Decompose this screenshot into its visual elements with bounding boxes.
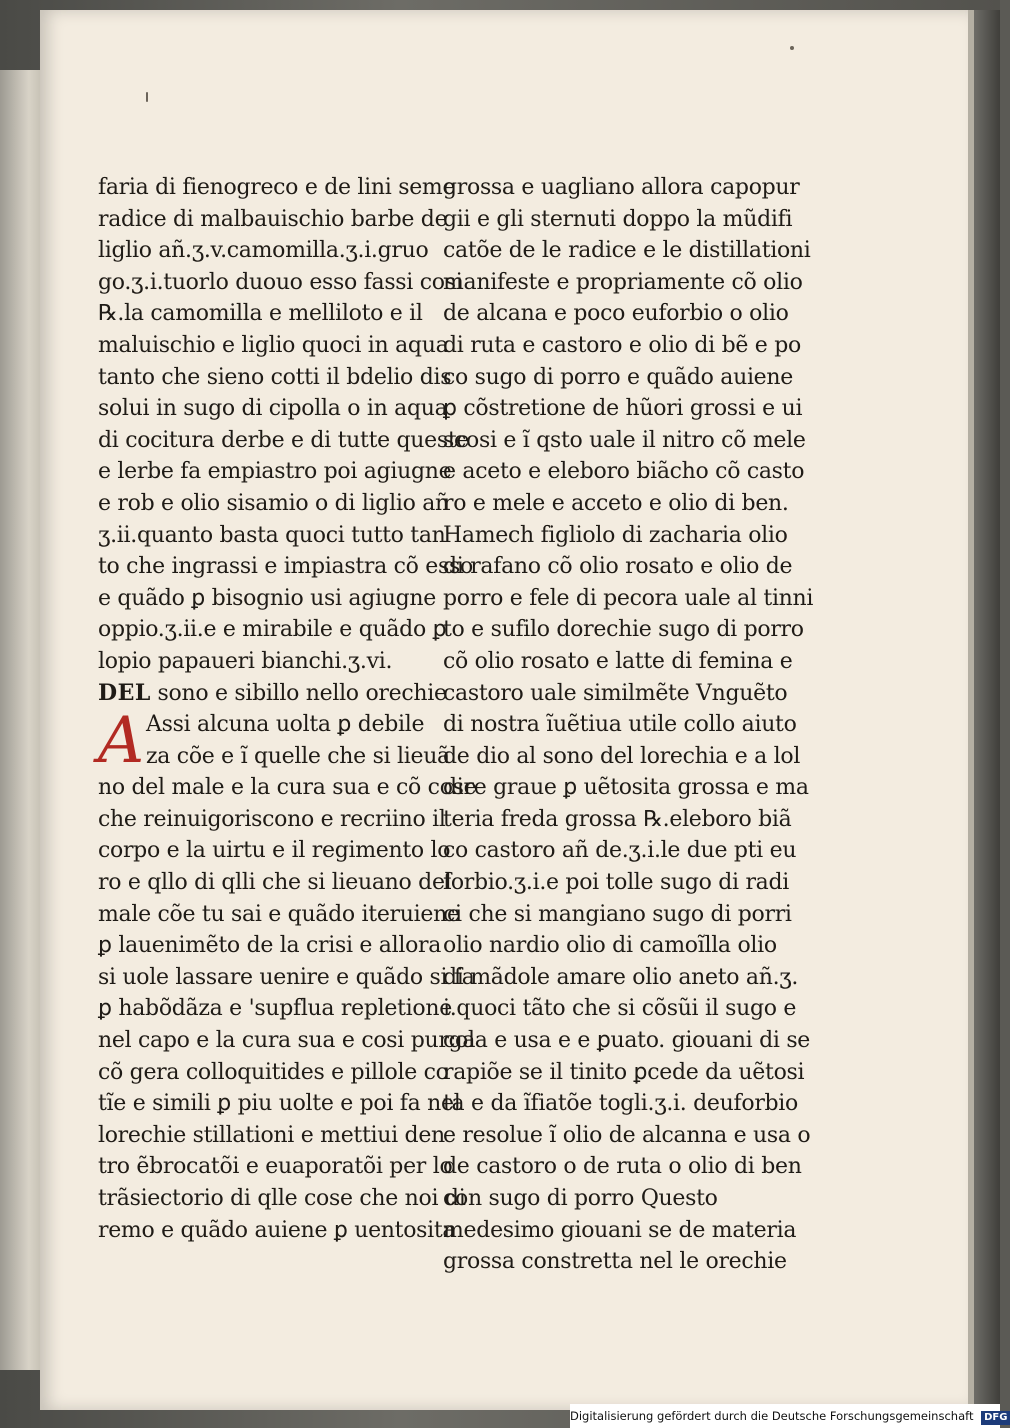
text-line: che reinuigoriscono e recriino il: [98, 806, 446, 832]
text-line: e aceto e eleboro biãcho cõ casto: [443, 459, 805, 485]
section-heading: [98, 678, 447, 710]
left-text-column: [98, 172, 477, 1246]
text-line: di nostra ĩuẽtiua utile collo aiuto: [443, 712, 797, 738]
text-line: di cocitura derbe e di tutte queste: [98, 427, 470, 453]
text-line: cola e usa e e ꝑuato. giouani di se: [443, 1028, 811, 1054]
text-line: tĩe e simili ꝑ piu uolte e poi fa nel: [98, 1091, 461, 1117]
paper-speck: [146, 92, 148, 102]
text-line: forbio.ʒ.i.e poi tolle sugo di radi: [443, 870, 790, 896]
text-line: i.quoci tãto che si cõsũi il sugo e: [443, 996, 797, 1022]
text-line: maluischio e liglio quoci in aqua: [98, 332, 449, 358]
right-column-lines: [443, 172, 814, 1278]
text-line: to che ingrassi e impiastra cõ esso: [98, 554, 473, 580]
heading-caps: DEL: [98, 679, 151, 706]
rubricated-initial: A: [98, 704, 144, 779]
right-text-column: [443, 172, 814, 1278]
text-line: co castoro añ de.ʒ.i.le due pti eu: [443, 838, 797, 864]
text-line: ro e qllo di qlli che si lieuano del: [98, 870, 452, 896]
text-line: de dio al sono del lorechia e a lol: [443, 743, 801, 769]
paper-speck: [790, 46, 794, 50]
text-line: gii e gli sternuti doppo la mũdifi: [443, 206, 793, 232]
text-line: di rafano cõ olio rosato e olio de: [443, 554, 793, 580]
left-column-lines-after: [98, 772, 477, 1246]
text-line: ℞.la camomilla e melliloto e il: [98, 301, 423, 327]
text-line: manifeste e propriamente cõ olio: [443, 269, 803, 295]
text-line: ta e da ĩfiatõe togli.ʒ.i. deuforbio: [443, 1091, 798, 1117]
text-line: grossa e uagliano allora capopur: [443, 175, 800, 200]
text-line: porro e fele di pecora uale al tinni: [443, 585, 814, 611]
text-line: e rob e olio sisamio o di liglio añ: [98, 490, 449, 516]
text-line: rapiõe se il tinito ꝑcede da uẽtosi: [443, 1059, 805, 1085]
text-line: oppio.ʒ.ii.e e mirabile e quãdo ꝑ: [98, 617, 447, 643]
text-line: liglio añ.ʒ.v.camomilla.ʒ.i.gruo: [98, 238, 429, 264]
text-line: ʒ.ii.quanto basta quoci tutto tan: [98, 522, 446, 548]
binding-shadow: [974, 10, 1000, 1410]
text-line: ro e mele e acceto e olio di ben.: [443, 490, 789, 516]
text-line: e lerbe fa empiastro poi agiugne: [98, 459, 452, 485]
heading-text: sono e sibillo nello orechie: [157, 680, 447, 706]
dfg-logo: DFG: [981, 1411, 1010, 1425]
text-line: con sugo di porro Questo: [443, 1186, 718, 1211]
text-line: ꝑ lauenimẽto de la crisi e allora: [98, 933, 442, 959]
text-line: tro ẽbrocatõi e euaporatõi per lo: [98, 1154, 453, 1180]
digitization-footer: [570, 1404, 1008, 1428]
text-line: e quãdo ꝑ bisognio usi agiugne: [98, 585, 437, 611]
text-line: male cõe tu sai e quãdo iteruiene: [98, 901, 460, 927]
text-line: olio nardio olio di camoĩlla olio: [443, 933, 777, 959]
drop-cap-paragraph: [98, 704, 450, 779]
text-line: ci che si mangiano sugo di porri: [443, 901, 792, 927]
text-line: medesimo giouani se de materia: [443, 1217, 797, 1243]
text-line: lorechie stillationi e mettiui den: [98, 1122, 445, 1148]
text-line: tanto che sieno cotti il bdelio dis: [98, 364, 452, 390]
text-line: cõ gera colloquitides e pillole co: [98, 1059, 449, 1085]
drop-line: Assi alcuna uolta ꝑ debile: [146, 712, 425, 738]
text-line: nel capo e la cura sua e cosi purga: [98, 1028, 476, 1054]
text-line: corpo e la uirtu e il regimento lo: [98, 838, 451, 864]
drop-line: za cõe e ĩ quelle che si lieuã: [146, 743, 450, 769]
text-line: cõ olio rosato e latte di femina e: [443, 648, 793, 674]
text-line: si uole lassare uenire e quãdo si fa: [98, 964, 475, 990]
text-line: e resolue ĩ olio de alcanna e usa o: [443, 1122, 811, 1148]
text-line: go.ʒ.i.tuorlo duouo esso fassi cosi: [98, 269, 463, 295]
text-line: Hamech figliolo di zacharia olio: [443, 522, 788, 548]
text-line: trãsiectorio di qlle cose che noi di: [98, 1186, 466, 1211]
text-line: remo e quãdo auiene ꝑ uentosita: [98, 1217, 456, 1243]
text-line: solui in sugo di cipolla o in aqua: [98, 396, 448, 422]
text-line: no del male e la cura sua e cõ cose: [98, 775, 477, 801]
text-line: ꝑ cõstretione de hũori grossi e ui: [443, 396, 803, 422]
text-line: ꝑ habõdãza e 'supflua repletione: [98, 996, 452, 1022]
text-line: scosi e ĩ qsto uale il nitro cõ mele: [443, 427, 806, 453]
text-line: to e sufilo dorechie sugo di porro: [443, 617, 804, 643]
text-line: radice di malbauischio barbe de: [98, 206, 448, 232]
text-line: dire graue ꝑ uẽtosita grossa e ma: [443, 775, 809, 801]
text-line: grossa constretta nel le orechie: [443, 1249, 787, 1275]
text-line: faria di fienogreco e de lini seme: [98, 175, 456, 200]
footer-text: Digitalisierung gefördert durch die Deutsche Forschungsgemeinschaft: [570, 1409, 974, 1423]
text-line: teria freda grossa ℞.eleboro biã: [443, 806, 792, 832]
text-line: lopio papaueri bianchi.ʒ.vi.: [98, 648, 393, 674]
text-line: catõe de le radice e le distillationi: [443, 238, 811, 264]
text-line: co sugo di porro e quãdo auiene: [443, 364, 793, 390]
text-line: di mãdole amare olio aneto añ.ʒ.: [443, 964, 799, 990]
text-line: castoro uale similmẽte Vnguẽto: [443, 680, 788, 706]
text-line: de castoro o de ruta o olio di ben: [443, 1154, 802, 1180]
text-line: di ruta e castoro e olio di bẽ e po: [443, 332, 801, 358]
text-line: de alcana e poco euforbio o olio: [443, 301, 789, 327]
left-column-lines: [98, 172, 473, 678]
